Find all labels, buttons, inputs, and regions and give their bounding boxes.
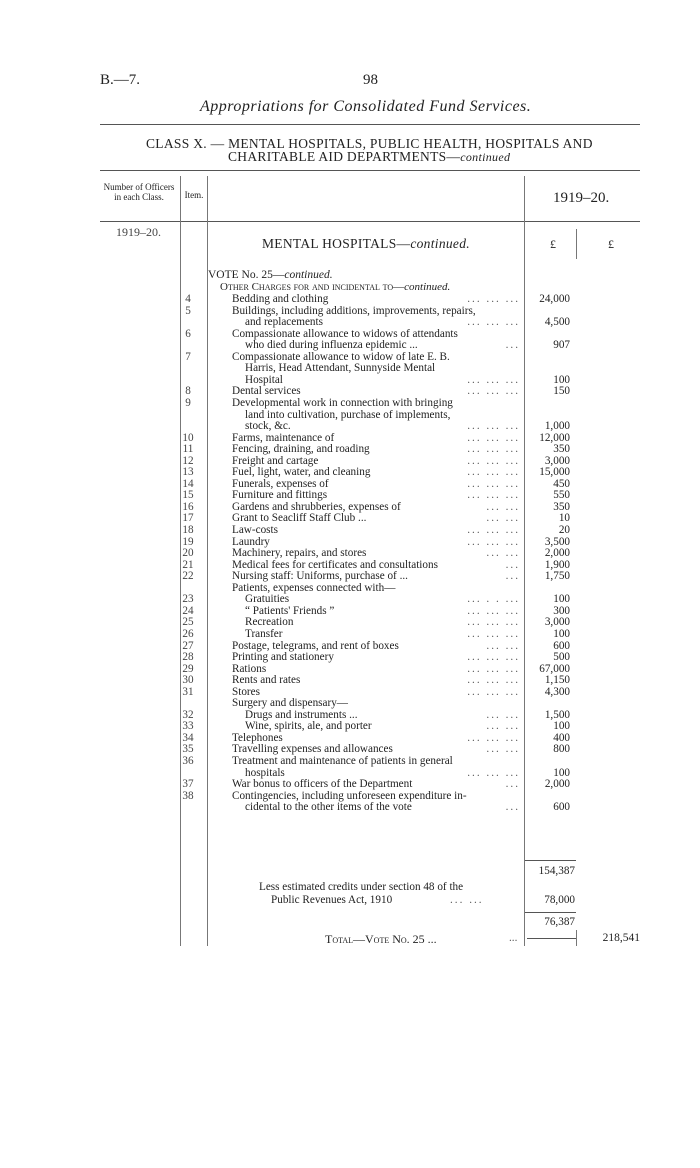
vote-label-continued: continued.	[284, 269, 333, 281]
table-row	[0, 317, 700, 329]
item-number: 31	[182, 685, 194, 698]
item-number: 38	[182, 789, 194, 802]
item-description: Funerals, expenses of	[232, 477, 329, 490]
item-number: 13	[182, 466, 194, 479]
leader-dots: ... ... ...	[467, 616, 520, 629]
item-number: 8	[185, 385, 191, 398]
item-description: Freight and cartage	[232, 454, 319, 467]
table-row	[0, 664, 700, 676]
item-description: Patients, expenses connected with—	[232, 581, 396, 594]
leader-dots: ... ... ...	[467, 535, 520, 548]
class-heading-continued: continued	[460, 150, 511, 164]
item-amount: 4,300	[544, 685, 570, 698]
item-description: Furniture and fittings	[232, 489, 328, 502]
item-amount: 350	[553, 500, 570, 513]
item-number: 9	[185, 396, 191, 409]
credits-amount: 78,000	[544, 894, 575, 906]
item-number: 10	[182, 431, 194, 444]
item-number: 27	[182, 639, 194, 652]
leader-dots: ... ... ...	[467, 524, 520, 536]
item-amount: 15,000	[539, 466, 570, 479]
item-amount: 450	[553, 477, 570, 490]
item-amount: 4,500	[544, 316, 570, 329]
item-number: 25	[182, 616, 194, 629]
item-number: 4	[185, 293, 191, 305]
item-number: 5	[185, 304, 191, 317]
item-number: 30	[182, 674, 194, 687]
item-number: 11	[182, 443, 194, 456]
leader-dots: ... ... ...	[467, 651, 520, 664]
table-row	[0, 641, 700, 653]
item-description: Developmental work in connection with bringing	[232, 396, 453, 409]
table-row	[0, 756, 700, 768]
table-top-rule	[100, 170, 640, 171]
item-description: Treatment and maintenance of patients in general	[232, 755, 453, 767]
item-description: Fuel, light, water, and cleaning	[232, 466, 371, 479]
leader-dots: ... ... ...	[467, 385, 520, 398]
leader-dots: ... ... ...	[467, 373, 520, 386]
leader-dots: ... ... ...	[467, 466, 520, 479]
table-row	[0, 629, 700, 641]
leader-dots: ... ... ...	[467, 766, 520, 779]
item-number: 36	[182, 755, 194, 767]
item-amount: 550	[553, 489, 570, 502]
item-amount: 3,000	[544, 454, 570, 467]
item-amount: 400	[553, 731, 570, 744]
leader-dots: ... ... ...	[467, 662, 520, 675]
item-description: Buildings, including additions, improvements, repairs,	[232, 304, 476, 317]
item-number: 7	[185, 350, 191, 363]
item-number: 34	[182, 731, 194, 744]
item-amount: 350	[553, 443, 570, 456]
subtotal-amount: 154,387	[538, 865, 575, 877]
item-description: Travelling expenses and allowances	[232, 743, 393, 756]
item-description: hospitals	[245, 766, 285, 779]
officers-year: 1919–20.	[116, 225, 161, 239]
leader-dots: ... ...	[486, 743, 520, 756]
leader-dots: ... ...	[486, 500, 520, 513]
item-amount: 2,000	[544, 778, 570, 791]
item-description: Gratuities	[245, 593, 290, 606]
item-description: Postage, telegrams, and rent of boxes	[232, 639, 399, 652]
vote-subheading-main: Other Charges for and incidental to—	[220, 281, 405, 293]
item-description: Law-costs	[232, 524, 278, 536]
item-description: Grant to Seacliff Staff Club ...	[232, 512, 367, 525]
item-amount: 600	[553, 639, 570, 652]
net-amount: 76,387	[544, 916, 575, 928]
item-number: 19	[182, 535, 194, 548]
item-amount: 1,150	[544, 674, 570, 687]
page-number: 98	[363, 72, 378, 88]
item-amount: 100	[553, 720, 570, 733]
leader-dots: ... ...	[486, 708, 520, 721]
table-row	[0, 363, 700, 375]
item-description: Rents and rates	[232, 674, 301, 687]
item-number: 6	[185, 327, 191, 340]
item-description: Harris, Head Attendant, Sunnyside Mental	[245, 362, 436, 375]
item-description: land into cultivation, purchase of implements,	[245, 408, 451, 421]
item-number: 33	[182, 720, 194, 733]
item-description: Laundry	[232, 535, 270, 548]
table-row	[0, 525, 700, 537]
table-row	[0, 340, 700, 352]
class-heading-main: CHARITABLE AID DEPARTMENTS—	[228, 149, 461, 164]
item-number: 22	[182, 570, 194, 583]
item-number: 16	[182, 500, 194, 513]
item-description: Medical fees for certificates and consultations	[232, 558, 438, 571]
item-description: “ Patients' Friends ”	[245, 604, 335, 617]
item-description: Wine, spirits, ale, and porter	[245, 720, 372, 733]
item-amount: 1,750	[544, 570, 570, 583]
item-amount: 1,900	[544, 558, 570, 571]
class-heading-line2	[228, 149, 510, 165]
table-row	[0, 721, 700, 733]
item-description: who died during influenza epidemic ...	[245, 339, 418, 352]
total-amount: 218,541	[602, 932, 640, 944]
page-title: Appropriations for Consolidated Fund Services.	[200, 98, 532, 115]
section-title	[262, 236, 470, 252]
section-title-continued: continued.	[410, 236, 470, 251]
item-number: 12	[182, 454, 194, 467]
column-header-rule	[100, 221, 640, 222]
table-row	[0, 548, 700, 560]
item-amount: 3,000	[544, 616, 570, 629]
item-number: 18	[182, 524, 194, 536]
item-description: Telephones	[232, 731, 283, 744]
item-description: Contingencies, including unforeseen expenditure in-	[232, 789, 467, 802]
leader-dots: ... ... ...	[467, 454, 520, 467]
table-row	[0, 421, 700, 433]
table-row	[0, 617, 700, 629]
pound-sign-column2: £	[608, 237, 614, 251]
subtotal-rule-top	[525, 860, 576, 861]
leader-dots: ... ...	[486, 512, 520, 525]
item-description: Transfer	[245, 627, 283, 640]
leader-dots: ... ... ...	[467, 685, 520, 698]
item-number: 24	[182, 604, 194, 617]
table-row	[0, 594, 700, 606]
item-description: Machinery, repairs, and stores	[232, 547, 367, 560]
item-amount: 100	[553, 627, 570, 640]
leader-dots: ...	[505, 801, 520, 814]
table-row	[0, 294, 700, 306]
item-column-header: Item.	[184, 190, 204, 200]
item-amount: 12,000	[539, 431, 570, 444]
item-number: 35	[182, 743, 194, 756]
item-description: Gardens and shrubberies, expenses of	[232, 500, 401, 513]
leader-dots: ... ... ...	[467, 604, 520, 617]
item-number: 17	[182, 512, 194, 525]
table-row	[0, 375, 700, 387]
leader-dots: ... ... ...	[467, 431, 520, 444]
item-description: Rations	[232, 662, 267, 675]
item-description: Surgery and dispensary—	[232, 697, 348, 710]
leader-dots: ... ... ...	[467, 674, 520, 687]
item-description: Bedding and clothing	[232, 293, 329, 305]
item-amount: 150	[553, 385, 570, 398]
credits-line1: Less estimated credits under section 48 of the	[259, 881, 464, 893]
pound-sign-column1: £	[550, 237, 556, 251]
item-amount: 24,000	[539, 293, 570, 305]
item-description: Printing and stationery	[232, 651, 334, 664]
class-heading-line1: CLASS X. — MENTAL HOSPITALS, PUBLIC HEALTH, HOSPITALS AND	[146, 136, 593, 151]
leader-dots: ... ...	[486, 720, 520, 733]
leader-dots: ...	[505, 339, 520, 352]
item-number: 15	[182, 489, 194, 502]
header-rule	[100, 124, 640, 125]
leader-dots: ...	[505, 778, 520, 791]
item-amount: 100	[553, 373, 570, 386]
leader-dots: ... ... ...	[467, 443, 520, 456]
item-amount: 800	[553, 743, 570, 756]
vote-subheading-continued: continued.	[404, 281, 451, 293]
item-description: Dental services	[232, 385, 301, 398]
item-number: 32	[182, 708, 194, 721]
officers-column-header: Number of Officers in each Class.	[103, 182, 175, 202]
item-description: Compassionate allowance to widow of late E. B.	[232, 350, 450, 363]
item-amount: 2,000	[544, 547, 570, 560]
item-amount: 67,000	[539, 662, 570, 675]
item-amount: 1,000	[544, 420, 570, 433]
item-amount: 100	[553, 593, 570, 606]
leader-dots: ... ...	[486, 639, 520, 652]
item-number: 29	[182, 662, 194, 675]
item-description: Nursing staff: Uniforms, purchase of ...	[232, 570, 408, 583]
table-row	[0, 444, 700, 456]
vote-label-main: VOTE No. 25—	[208, 269, 285, 281]
amount-right-rule-lower	[576, 930, 577, 946]
item-description: Stores	[232, 685, 260, 698]
table-row	[0, 675, 700, 687]
table-row	[0, 583, 700, 595]
table-row	[0, 467, 700, 479]
item-amount: 300	[553, 604, 570, 617]
credits-dots: ... ...	[450, 894, 484, 906]
item-amount: 1,500	[544, 708, 570, 721]
table-row	[0, 779, 700, 791]
vote-subheading	[220, 281, 450, 293]
total-label: Total—Vote No. 25 ...	[325, 932, 437, 946]
leader-dots: ... ... ...	[467, 293, 520, 305]
table-row	[0, 410, 700, 422]
item-number: 20	[182, 547, 194, 560]
table-row	[0, 687, 700, 699]
table-row	[0, 398, 700, 410]
item-number: 23	[182, 593, 194, 606]
item-amount: 600	[553, 801, 570, 814]
total-dots: ...	[509, 932, 518, 944]
item-description: stock, &c.	[245, 420, 291, 433]
item-amount: 500	[553, 651, 570, 664]
leader-dots: ... ...	[486, 547, 520, 560]
item-number: 37	[182, 778, 194, 791]
section-title-main: MENTAL HOSPITALS—	[262, 236, 411, 251]
item-description: Compassionate allowance to widows of attendants	[232, 327, 458, 340]
item-amount: 20	[558, 524, 570, 536]
item-amount: 907	[553, 339, 570, 352]
table-row	[0, 479, 700, 491]
table-row	[0, 513, 700, 525]
item-description: and replacements	[245, 316, 323, 329]
item-description: Farms, maintenance of	[232, 431, 335, 444]
year-column-header: 1919–20.	[553, 190, 610, 206]
item-description: War bonus to officers of the Department	[232, 778, 413, 791]
vote-label	[208, 269, 333, 281]
leader-dots: ... ... ...	[467, 731, 520, 744]
item-amount: 100	[553, 766, 570, 779]
credits-line2: Public Revenues Act, 1910	[271, 894, 393, 906]
item-amount: 3,500	[544, 535, 570, 548]
leader-dots: ... ... ...	[467, 477, 520, 490]
net-rule	[525, 912, 576, 913]
table-row	[0, 571, 700, 583]
page-reference: B.—7.	[100, 72, 141, 88]
item-description: Hospital	[245, 373, 283, 386]
table-row	[0, 306, 700, 318]
item-number: 28	[182, 651, 194, 664]
item-description: Recreation	[245, 616, 294, 629]
table-row	[0, 652, 700, 664]
total-underline	[527, 938, 576, 939]
item-description: cidental to the other items of the vote	[245, 801, 412, 814]
leader-dots: ... ... ...	[467, 316, 520, 329]
leader-dots: ... ... ...	[467, 627, 520, 640]
leader-dots: ...	[505, 558, 520, 571]
item-number: 14	[182, 477, 194, 490]
leader-dots: ... . . ...	[467, 593, 520, 606]
amount-right-rule	[576, 229, 577, 259]
item-number: 21	[182, 558, 194, 571]
item-number: 26	[182, 627, 194, 640]
leader-dots: ... ... ...	[467, 420, 520, 433]
table-row	[0, 802, 700, 814]
leader-dots: ... ... ...	[467, 489, 520, 502]
item-description: Fencing, draining, and roading	[232, 443, 370, 456]
item-amount: 10	[558, 512, 570, 525]
leader-dots: ...	[505, 570, 520, 583]
table-row	[0, 606, 700, 618]
item-description: Drugs and instruments ...	[245, 708, 358, 721]
